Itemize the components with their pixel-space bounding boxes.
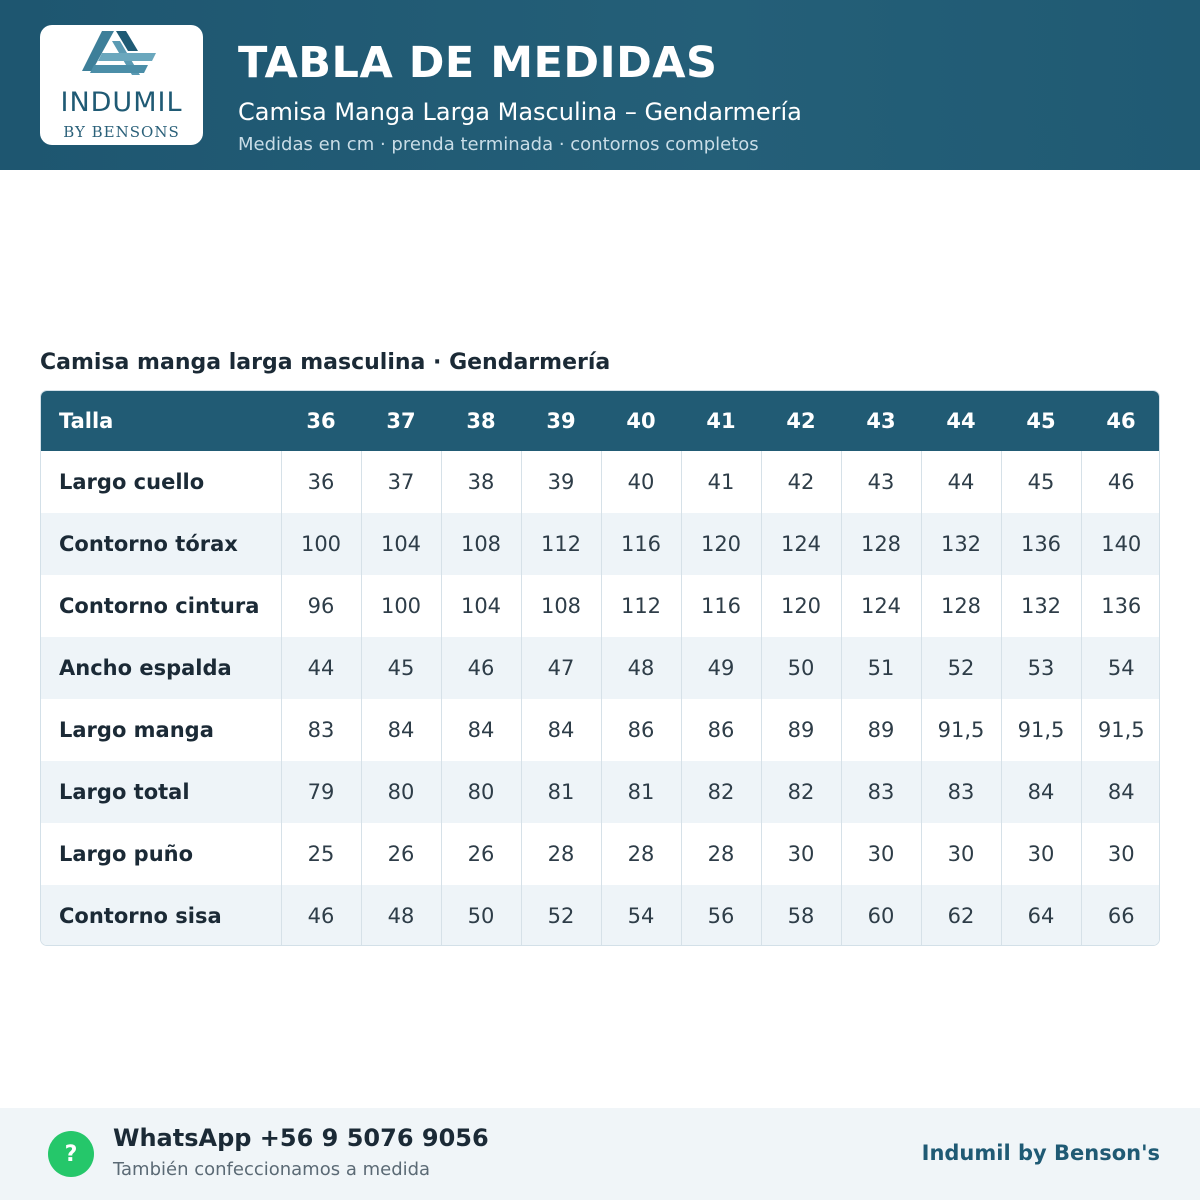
table-cell: 84 xyxy=(1081,761,1160,823)
table-cell: 54 xyxy=(1081,637,1160,699)
table-cell: 45 xyxy=(361,637,441,699)
table-cell: 108 xyxy=(521,575,601,637)
table-cell: 128 xyxy=(921,575,1001,637)
table-cell: 91,5 xyxy=(1081,699,1160,761)
table-cell: 91,5 xyxy=(921,699,1001,761)
table-cell: 30 xyxy=(841,823,921,885)
table-cell: 37 xyxy=(361,451,441,513)
table-cell: 120 xyxy=(681,513,761,575)
whatsapp-contact[interactable]: WhatsApp +56 9 5076 9056 xyxy=(113,1124,489,1152)
table-cell: 46 xyxy=(281,885,361,946)
table-cell: 104 xyxy=(361,513,441,575)
table-cell: 136 xyxy=(1081,575,1160,637)
table-cell: 116 xyxy=(681,575,761,637)
header-size-43: 43 xyxy=(866,409,896,433)
table-cell: 54 xyxy=(601,885,681,946)
table-cell: 96 xyxy=(281,575,361,637)
table-cell: 48 xyxy=(601,637,681,699)
units-note: Medidas en cm · prenda terminada · contornos completos xyxy=(238,134,759,155)
header-size-36: 36 xyxy=(306,409,336,433)
page-title: TABLA DE MEDIDAS xyxy=(238,38,718,88)
table-cell: 80 xyxy=(361,761,441,823)
header-size-37: 37 xyxy=(386,409,416,433)
table-cell: 41 xyxy=(681,451,761,513)
header-banner xyxy=(0,0,1200,170)
table-cell: 50 xyxy=(441,885,521,946)
table-cell: 44 xyxy=(281,637,361,699)
table-cell: 47 xyxy=(521,637,601,699)
table-cell: 30 xyxy=(761,823,841,885)
table-cell: 40 xyxy=(601,451,681,513)
table-cell: 86 xyxy=(601,699,681,761)
table-cell: 56 xyxy=(681,885,761,946)
table-cell: 112 xyxy=(521,513,601,575)
table-cell: 38 xyxy=(441,451,521,513)
custom-tailoring-note: También confeccionamos a medida xyxy=(113,1159,431,1180)
whatsapp-icon[interactable]: ? xyxy=(48,1131,94,1177)
header-size-42: 42 xyxy=(786,409,816,433)
table-cell: 42 xyxy=(761,451,841,513)
table-cell: 84 xyxy=(521,699,601,761)
table-cell: 100 xyxy=(281,513,361,575)
table-cell: 81 xyxy=(601,761,681,823)
header-size-38: 38 xyxy=(466,409,496,433)
table-cell: 64 xyxy=(1001,885,1081,946)
table-row xyxy=(41,513,1160,575)
table-cell: 45 xyxy=(1001,451,1081,513)
table-cell: 28 xyxy=(521,823,601,885)
table-cell: 46 xyxy=(441,637,521,699)
table-cell: 50 xyxy=(761,637,841,699)
table-cell: 128 xyxy=(841,513,921,575)
table-cell: 116 xyxy=(601,513,681,575)
table-cell: 30 xyxy=(921,823,1001,885)
table-cell: 80 xyxy=(441,761,521,823)
table-cell: 81 xyxy=(521,761,601,823)
table-cell: 136 xyxy=(1001,513,1081,575)
table-row xyxy=(41,637,1160,699)
table-cell: 83 xyxy=(281,699,361,761)
row-label: Largo cuello xyxy=(59,470,205,494)
table-cell: 132 xyxy=(1001,575,1081,637)
table-cell: 89 xyxy=(761,699,841,761)
table-cell: 26 xyxy=(361,823,441,885)
table-row xyxy=(41,575,1160,637)
header-size-label: Talla xyxy=(59,409,114,433)
table-cell: 83 xyxy=(921,761,1001,823)
table-cell: 25 xyxy=(281,823,361,885)
table-cell: 53 xyxy=(1001,637,1081,699)
table-cell: 100 xyxy=(361,575,441,637)
table-cell: 124 xyxy=(841,575,921,637)
table-cell: 104 xyxy=(441,575,521,637)
row-label: Ancho espalda xyxy=(59,656,232,680)
table-cell: 30 xyxy=(1001,823,1081,885)
logo xyxy=(40,25,203,145)
size-table xyxy=(40,390,1160,946)
table-row xyxy=(41,451,1160,513)
table-cell: 132 xyxy=(921,513,1001,575)
header-size-40: 40 xyxy=(626,409,656,433)
header-size-44: 44 xyxy=(946,409,976,433)
table-cell: 124 xyxy=(761,513,841,575)
table-cell: 82 xyxy=(681,761,761,823)
table-cell: 66 xyxy=(1081,885,1160,946)
row-label: Contorno sisa xyxy=(59,904,222,928)
table-row xyxy=(41,699,1160,761)
page-subtitle: Camisa Manga Larga Masculina – Gendarmería xyxy=(238,98,802,126)
table-cell: 26 xyxy=(441,823,521,885)
header-size-46: 46 xyxy=(1106,409,1136,433)
header-size-41: 41 xyxy=(706,409,736,433)
table-cell: 84 xyxy=(361,699,441,761)
table-cell: 112 xyxy=(601,575,681,637)
table-cell: 43 xyxy=(841,451,921,513)
table-cell: 58 xyxy=(761,885,841,946)
table-cell: 120 xyxy=(761,575,841,637)
table-row xyxy=(41,823,1160,885)
table-cell: 84 xyxy=(441,699,521,761)
table-cell: 48 xyxy=(361,885,441,946)
table-cell: 108 xyxy=(441,513,521,575)
table-cell: 44 xyxy=(921,451,1001,513)
logo-tagline: BY BENSONS xyxy=(63,123,180,141)
footer xyxy=(0,1108,1200,1200)
table-cell: 91,5 xyxy=(1001,699,1081,761)
table-cell: 52 xyxy=(921,637,1001,699)
table-cell: 83 xyxy=(841,761,921,823)
table-cell: 89 xyxy=(841,699,921,761)
row-label: Largo manga xyxy=(59,718,214,742)
logo-mark-icon xyxy=(82,31,162,89)
logo-wordmark: INDUMIL xyxy=(60,87,183,118)
table-cell: 51 xyxy=(841,637,921,699)
table-cell: 52 xyxy=(521,885,601,946)
row-label: Contorno cintura xyxy=(59,594,260,618)
table-cell: 82 xyxy=(761,761,841,823)
table-title: Camisa manga larga masculina · Gendarmería xyxy=(40,350,611,375)
table-cell: 39 xyxy=(521,451,601,513)
table-cell: 49 xyxy=(681,637,761,699)
table-cell: 86 xyxy=(681,699,761,761)
table-cell: 28 xyxy=(601,823,681,885)
table-cell: 28 xyxy=(681,823,761,885)
table-cell: 36 xyxy=(281,451,361,513)
row-label: Largo total xyxy=(59,780,190,804)
table-row xyxy=(41,885,1160,946)
table-cell: 60 xyxy=(841,885,921,946)
header-size-39: 39 xyxy=(546,409,576,433)
footer-brand: Indumil by Benson's xyxy=(921,1141,1160,1165)
table-row xyxy=(41,761,1160,823)
row-label: Contorno tórax xyxy=(59,532,238,556)
table-cell: 30 xyxy=(1081,823,1160,885)
table-cell: 84 xyxy=(1001,761,1081,823)
table-header-row xyxy=(41,391,1160,451)
row-label: Largo puño xyxy=(59,842,194,866)
table-cell: 62 xyxy=(921,885,1001,946)
table-cell: 140 xyxy=(1081,513,1160,575)
table-cell: 79 xyxy=(281,761,361,823)
table-cell: 46 xyxy=(1081,451,1160,513)
header-size-45: 45 xyxy=(1026,409,1056,433)
